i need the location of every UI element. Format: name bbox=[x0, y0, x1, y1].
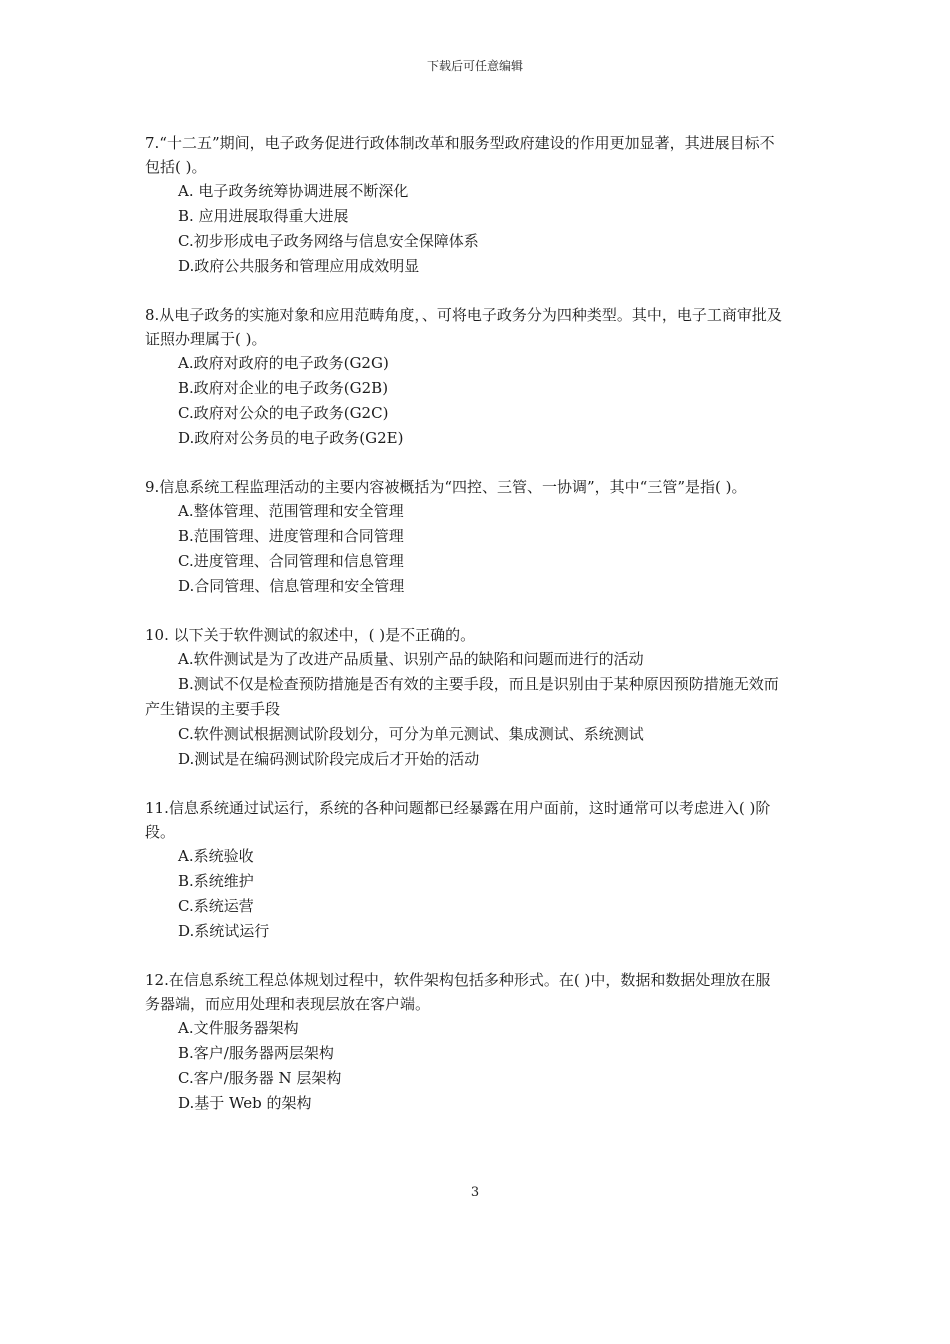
option-b: B. 应用进展取得重大进展 bbox=[178, 207, 349, 225]
question-text: 7.“十二五”期间，电子政务促进行政体制改革和服务型政府建设的作用更加显著，其进展目标不包括( )。 bbox=[145, 134, 775, 176]
page-header: 下载后可任意编辑 bbox=[426, 59, 523, 73]
option-a: A.系统验收 bbox=[178, 847, 254, 865]
option-a: A. 电子政务统筹协调进展不断深化 bbox=[178, 182, 409, 200]
option-a: A.政府对政府的电子政务(G2G) bbox=[178, 354, 389, 372]
question-8 bbox=[145, 303, 785, 451]
question-11 bbox=[145, 796, 785, 944]
question-9 bbox=[145, 475, 785, 599]
option-a: A.软件测试是为了改进产品质量、识别产品的缺陷和问题而进行的活动 bbox=[178, 650, 644, 668]
option-b: B.测试不仅是检查预防措施是否有效的主要手段，而且是识别由于某种原因预防措施无效而产生错误的主要手段 bbox=[145, 675, 779, 718]
option-d: D.合同管理、信息管理和安全管理 bbox=[178, 577, 405, 595]
question-text: 12.在信息系统工程总体规划过程中，软件架构包括多种形式。在( )中，数据和数据处理放在服务器端，而应用处理和表现层放在客户端。 bbox=[145, 971, 771, 1013]
option-a: A.整体管理、范围管理和安全管理 bbox=[178, 502, 404, 520]
option-d: D.政府对公务员的电子政务(G2E) bbox=[178, 429, 404, 447]
option-c: C.客户/服务器 N 层架构 bbox=[178, 1069, 342, 1087]
option-c: C.政府对公众的电子政务(G2C) bbox=[178, 404, 389, 422]
question-10 bbox=[145, 623, 785, 772]
option-c: C.初步形成电子政务网络与信息安全保障体系 bbox=[178, 232, 479, 250]
question-text: 9.信息系统工程监理活动的主要内容被概括为“四控、三管、一协调”，其中“三管”是指( )。 bbox=[145, 478, 747, 496]
option-a: A.文件服务器架构 bbox=[178, 1019, 299, 1037]
option-d: D.基于 Web 的架构 bbox=[178, 1094, 312, 1112]
option-b: B.政府对企业的电子政务(G2B) bbox=[178, 379, 389, 397]
question-list bbox=[145, 131, 785, 1140]
option-b: B.客户/服务器两层架构 bbox=[178, 1044, 334, 1062]
option-b: B.范围管理、进度管理和合同管理 bbox=[178, 527, 404, 545]
option-d: D.政府公共服务和管理应用成效明显 bbox=[178, 257, 420, 275]
option-c: C.系统运营 bbox=[178, 897, 254, 915]
option-c: C.进度管理、合同管理和信息管理 bbox=[178, 552, 404, 570]
question-text: 8.从电子政务的实施对象和应用范畴角度，、可将电子政务分为四种类型。其中，电子工商审批及证照办理属于( )。 bbox=[145, 306, 782, 348]
page-number: 3 bbox=[470, 1185, 480, 1200]
option-c: C.软件测试根据测试阶段划分，可分为单元测试、集成测试、系统测试 bbox=[178, 725, 644, 743]
option-d: D.系统试运行 bbox=[178, 922, 270, 940]
question-12 bbox=[145, 968, 785, 1116]
question-text: 10. 以下关于软件测试的叙述中，( )是不正确的。 bbox=[145, 626, 476, 644]
option-d: D.测试是在编码测试阶段完成后才开始的活动 bbox=[178, 750, 480, 768]
question-7 bbox=[145, 131, 785, 279]
question-text: 11.信息系统通过试运行，系统的各种问题都已经暴露在用户面前，这时通常可以考虑进入( )阶段。 bbox=[145, 799, 771, 841]
option-b: B.系统维护 bbox=[178, 872, 254, 890]
